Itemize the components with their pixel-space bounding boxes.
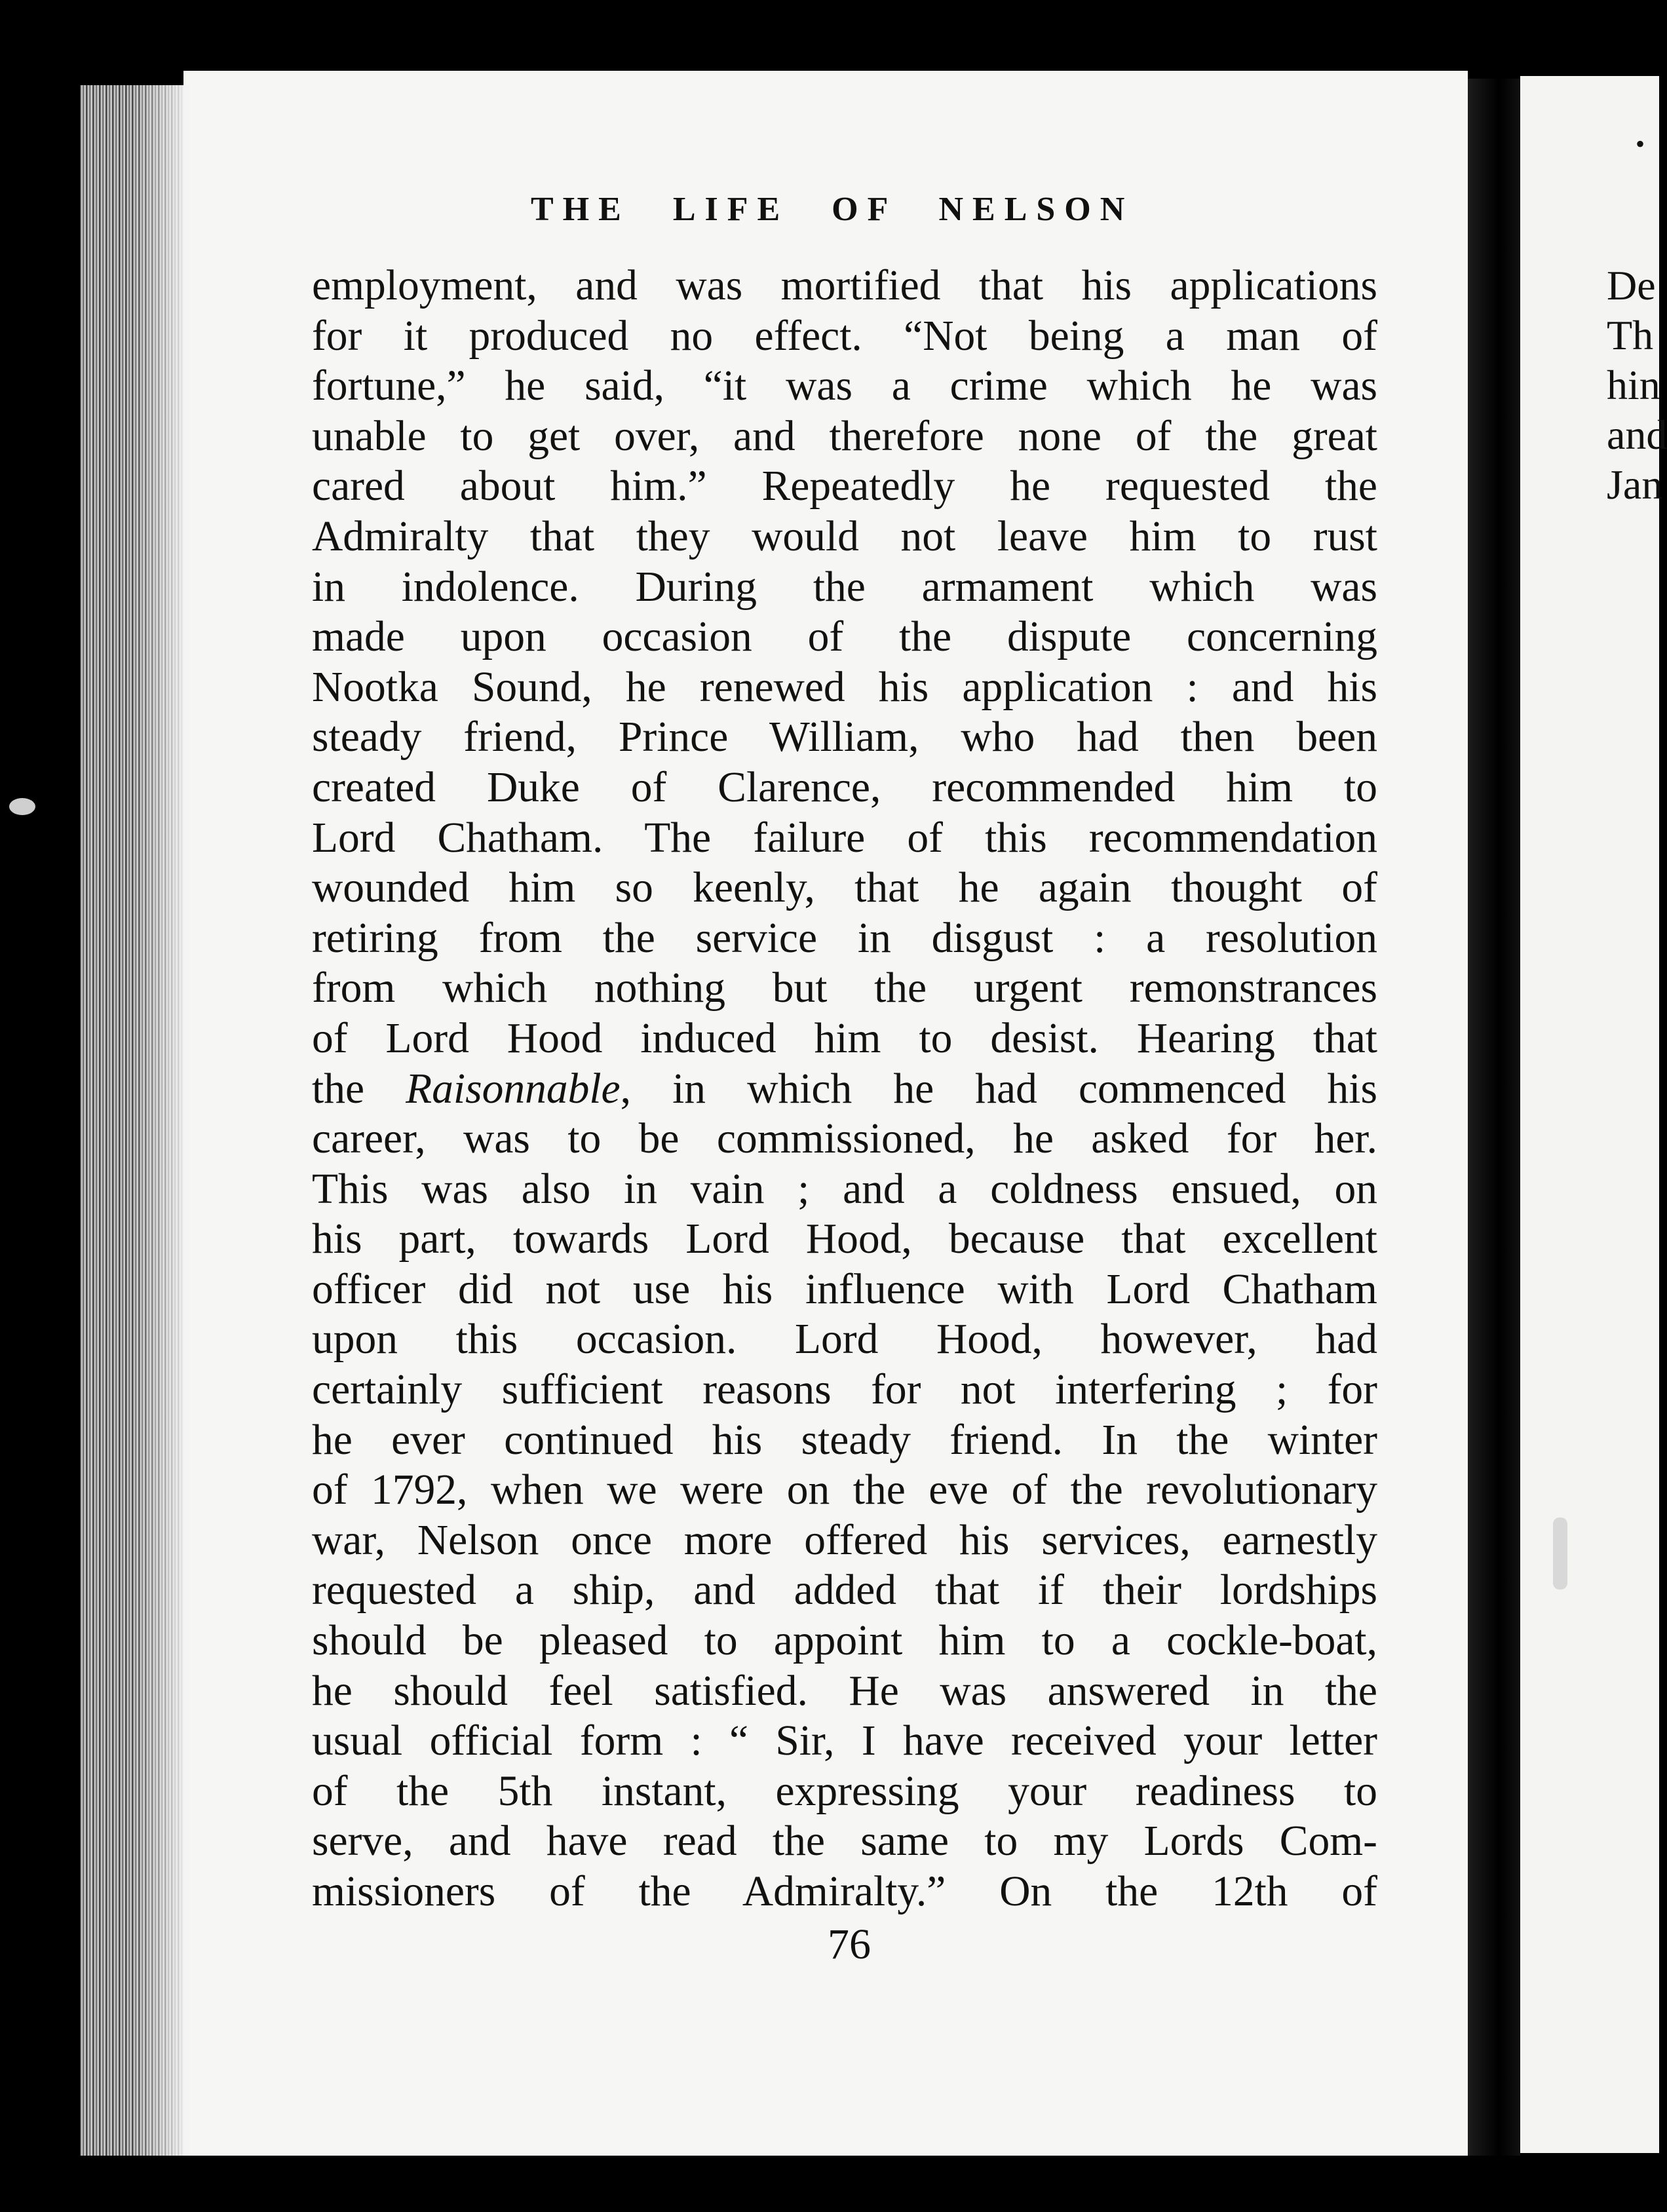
text-line: his part, towards Lord Hood, because that excellent	[312, 1215, 1377, 1263]
text-line: he ever continued his steady friend. In the winter	[312, 1416, 1377, 1464]
text-line: career, was to be commissioned, he asked for her.	[312, 1115, 1377, 1163]
text-line: war, Nelson once more offered his services, earnestly	[312, 1516, 1377, 1564]
running-head: THE LIFE OF NELSON	[531, 191, 1134, 228]
ship-name-italic: Raisonnable	[406, 1065, 621, 1113]
text-line: serve, and have read the same to my Lords Com-	[312, 1818, 1377, 1865]
text-line: cared about him.” Repeatedly he requested the	[312, 463, 1377, 510]
text-line: officer did not use his influence with Lord Chatham	[312, 1265, 1377, 1313]
book-gutter	[1468, 79, 1520, 2156]
text-line: unable to get over, and therefore none of the great	[312, 412, 1377, 460]
text-line: Nootka Sound, he renewed his application : and his	[312, 663, 1377, 711]
scan-speck	[9, 798, 35, 815]
text-line: should be pleased to appoint him to a cockle-boat,	[312, 1617, 1377, 1665]
text-line: missioners of the Admiralty.” On the 12th of	[312, 1868, 1377, 1915]
text-line: employment, and was mortified that his applications	[312, 262, 1377, 309]
facing-page-fragment: De	[1607, 262, 1656, 309]
text-line: from which nothing but the urgent remonstrances	[312, 964, 1377, 1012]
text-fragment: the	[312, 1065, 406, 1113]
text-line: wounded him so keenly, that he again thought of	[312, 864, 1377, 912]
text-line: he should feel satisfied. He was answered in the	[312, 1667, 1377, 1715]
text-line: for it produced no effect. “Not being a man of	[312, 312, 1377, 360]
facing-page-fragment: hin	[1607, 362, 1660, 408]
text-line: in indolence. During the armament which was	[312, 563, 1377, 611]
text-line: usual official form : “ Sir, I have received your letter	[312, 1717, 1377, 1765]
text-line: made upon occasion of the dispute concerning	[312, 613, 1377, 661]
text-line: retiring from the service in disgust : a resolution	[312, 914, 1377, 962]
text-line: of 1792, when we were on the eve of the revolutionary	[312, 1466, 1377, 1514]
text-line: fortune,” he said, “it was a crime which he was	[312, 362, 1377, 410]
text-line: Lord Chatham. The failure of this recommendation	[312, 814, 1377, 862]
page-edge-fade	[131, 85, 190, 2156]
page-number: 76	[828, 1920, 871, 1968]
body-text	[312, 261, 1377, 1917]
text-line: of Lord Hood induced him to desist. Hearing that	[312, 1014, 1377, 1062]
text-line: of the 5th instant, expressing your readiness to	[312, 1767, 1377, 1815]
text-line: upon this occasion. Lord Hood, however, had	[312, 1316, 1377, 1363]
text-line: certainly sufficient reasons for not interfering ; for	[312, 1366, 1377, 1414]
text-line: This was also in vain ; and a coldness ensued, on	[312, 1165, 1377, 1213]
text-line-with-ship-name	[312, 1064, 1377, 1115]
text-line: steady friend, Prince William, who had then been	[312, 714, 1377, 761]
text-line: Admiralty that they would not leave him to rust	[312, 512, 1377, 560]
text-line: requested a ship, and added that if their lordships	[312, 1567, 1377, 1614]
text-fragment: , in which he had commenced his	[620, 1065, 1377, 1113]
scan-speck	[1553, 1517, 1567, 1590]
facing-page-fragment: and	[1607, 411, 1667, 458]
facing-page-fragment: Th	[1607, 312, 1654, 358]
facing-page-fragment: Jan	[1607, 461, 1663, 508]
facing-page-mark: •	[1636, 129, 1645, 159]
text-line: created Duke of Clarence, recommended him to	[312, 763, 1377, 811]
